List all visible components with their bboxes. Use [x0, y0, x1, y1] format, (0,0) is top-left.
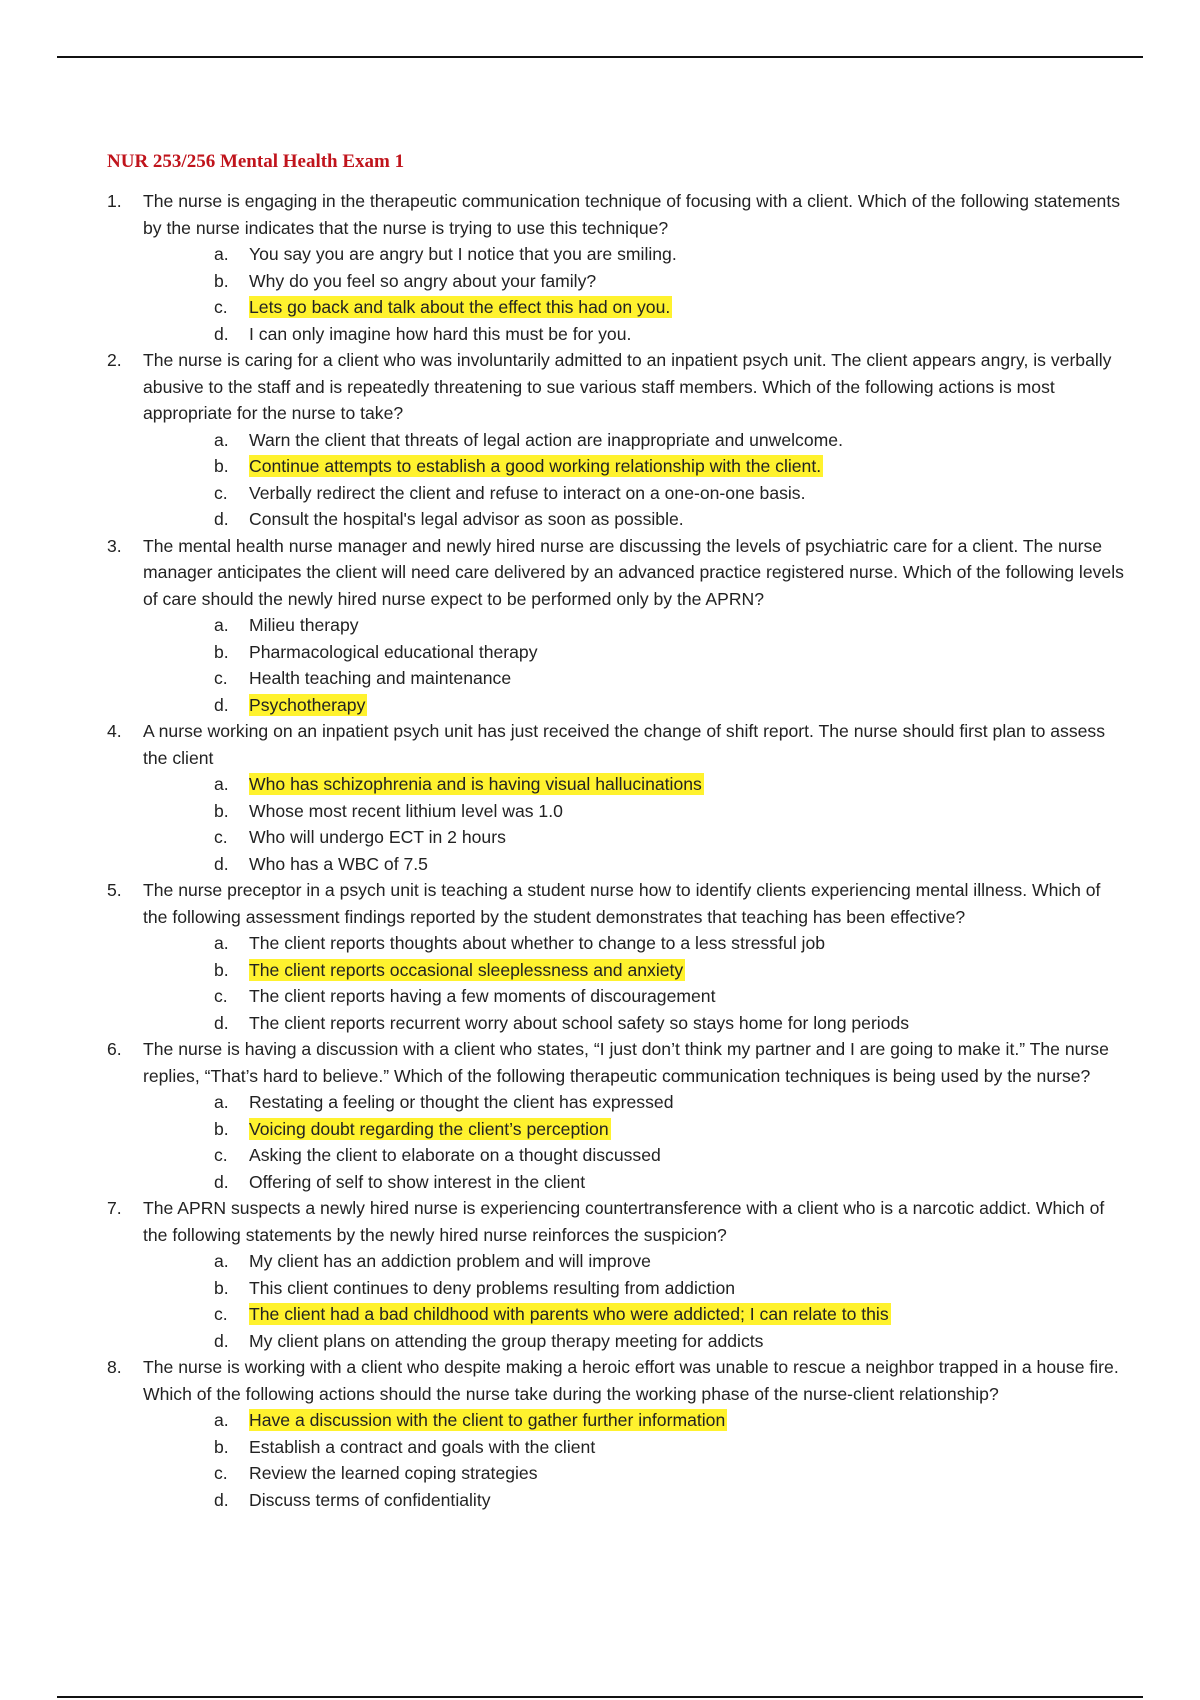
- option-text: Discuss terms of confidentiality: [249, 1489, 491, 1510]
- answer-option-b: [143, 957, 1127, 984]
- option-text: Health teaching and maintenance: [249, 668, 512, 688]
- option-text: Restating a feeling or thought the client has expressed: [249, 1092, 674, 1112]
- question-text: The nurse is caring for a client who was involuntarily admitted to an inpatient psych unit. The client appears angry, is verbally abusive to the staff and is repeatedly threatening to sue various staff members. Which of the following actions is most appropriate for the nurse to take?: [143, 350, 1112, 423]
- option-letter: b.: [214, 641, 229, 662]
- option-text: Establish a contract and goals with the client: [249, 1436, 596, 1457]
- answer-option-a: [143, 930, 1127, 957]
- option-text: Who will undergo ECT in 2 hours: [249, 827, 506, 847]
- option-letter: b.: [214, 456, 229, 476]
- answer-option-c: [143, 480, 1127, 507]
- answer-option-a: [143, 612, 1127, 639]
- answer-option-b: [143, 1116, 1127, 1143]
- question-number: 1.: [107, 191, 122, 211]
- answer-option-a: [143, 1407, 1127, 1434]
- answer-option-c: [143, 1301, 1127, 1328]
- option-letter: c.: [214, 827, 228, 847]
- answer-option-d: [143, 1169, 1127, 1196]
- option-text: Asking the client to elaborate on a thought discussed: [249, 1145, 661, 1165]
- highlighted-answer-text: Who has schizophrenia and is having visual hallucinations: [249, 774, 702, 794]
- option-text: Who has a WBC of 7.5: [249, 853, 428, 874]
- highlighted-answer-text: Voicing doubt regarding the client’s perception: [249, 1118, 609, 1139]
- question-text: The nurse is having a discussion with a client who states, “I just don’t think my partner and I are going to make it.” The nurse replies, “That’s hard to believe.” Which of the following therapeutic communication techniques is being used by the nurse?: [143, 1039, 1109, 1086]
- option-letter: c.: [214, 482, 228, 503]
- bottom-rule: [57, 1696, 1143, 1698]
- answer-option-c: [143, 294, 1127, 321]
- option-text: Why do you feel so angry about your family?: [249, 270, 597, 291]
- question-7: [107, 1195, 1127, 1354]
- answer-option-b: [143, 1275, 1127, 1302]
- question-1: [107, 188, 1127, 347]
- answer-options: [143, 241, 1127, 347]
- option-letter: b.: [214, 1118, 229, 1139]
- highlighted-answer-text: Lets go back and talk about the effect this had on you.: [249, 297, 671, 317]
- option-letter: a.: [214, 429, 229, 450]
- option-letter: c.: [214, 986, 228, 1006]
- option-letter: a.: [214, 933, 229, 953]
- answer-options: [143, 1407, 1127, 1513]
- answer-option-d: [143, 321, 1127, 348]
- answer-options: [143, 1089, 1127, 1195]
- question-number: 2.: [107, 350, 122, 370]
- highlighted-answer-text: Have a discussion with the client to gather further information: [249, 1410, 726, 1430]
- answer-option-c: [143, 983, 1127, 1010]
- option-letter: a.: [214, 1410, 229, 1430]
- question-number: 5.: [107, 880, 122, 900]
- option-letter: a.: [214, 244, 229, 264]
- question-number: 7.: [107, 1198, 122, 1218]
- option-letter: b.: [214, 800, 229, 821]
- option-letter: b.: [214, 959, 229, 980]
- option-letter: a.: [214, 615, 229, 635]
- question-5: [107, 877, 1127, 1036]
- option-letter: d.: [214, 509, 229, 529]
- question-number: 4.: [107, 721, 122, 741]
- question-list: [107, 188, 1127, 1513]
- highlighted-answer-text: Psychotherapy: [249, 694, 366, 715]
- answer-options: [143, 612, 1127, 718]
- option-text: I can only imagine how hard this must be for you.: [249, 323, 632, 344]
- highlighted-answer-text: The client reports occasional sleeplessness and anxiety: [249, 959, 684, 980]
- answer-option-d: [143, 851, 1127, 878]
- option-letter: d.: [214, 1171, 229, 1192]
- option-letter: c.: [214, 1463, 228, 1483]
- option-text: The client reports having a few moments of discouragement: [249, 986, 716, 1006]
- answer-option-a: [143, 1248, 1127, 1275]
- option-text: The client reports recurrent worry about school safety so stays home for long periods: [249, 1012, 910, 1033]
- option-letter: d.: [214, 694, 229, 715]
- question-6: [107, 1036, 1127, 1195]
- answer-option-a: [143, 1089, 1127, 1116]
- option-letter: d.: [214, 1489, 229, 1510]
- option-text: Review the learned coping strategies: [249, 1463, 538, 1483]
- option-letter: c.: [214, 1145, 228, 1165]
- option-text: My client has an addiction problem and will improve: [249, 1251, 651, 1271]
- option-letter: d.: [214, 323, 229, 344]
- question-4: [107, 718, 1127, 877]
- option-letter: d.: [214, 1330, 229, 1351]
- answer-options: [143, 1248, 1127, 1354]
- question-text: The APRN suspects a newly hired nurse is experiencing countertransference with a client who is a narcotic addict. Which of the following statements by the newly hired nurse reinforces the suspicion?: [143, 1198, 1105, 1245]
- answer-option-c: [143, 824, 1127, 851]
- question-text: The nurse is working with a client who despite making a heroic effort was unable to rescue a neighbor trapped in a house fire. Which of the following actions should the nurse take during the working phase of the nurse-client relationship?: [143, 1357, 1119, 1404]
- answer-option-d: [143, 692, 1127, 719]
- highlighted-answer-text: The client had a bad childhood with parents who were addicted; I can relate to this: [249, 1304, 889, 1324]
- question-number: 8.: [107, 1357, 122, 1377]
- answer-option-d: [143, 1328, 1127, 1355]
- option-text: Milieu therapy: [249, 615, 359, 635]
- answer-option-b: [143, 268, 1127, 295]
- option-text: The client reports thoughts about whether to change to a less stressful job: [249, 933, 826, 953]
- option-letter: c.: [214, 668, 228, 688]
- highlighted-answer-text: Continue attempts to establish a good working relationship with the client.: [249, 456, 822, 476]
- question-3: [107, 533, 1127, 719]
- answer-option-d: [143, 1487, 1127, 1514]
- question-text: The nurse is engaging in the therapeutic communication technique of focusing with a client. Which of the following statements by the nurse indicates that the nurse is trying to use this technique?: [143, 191, 1121, 238]
- answer-option-c: [143, 1460, 1127, 1487]
- answer-option-a: [143, 427, 1127, 454]
- option-letter: d.: [214, 853, 229, 874]
- answer-option-b: [143, 453, 1127, 480]
- option-text: You say you are angry but I notice that you are smiling.: [249, 244, 677, 264]
- question-2: [107, 347, 1127, 533]
- top-rule: [57, 56, 1143, 58]
- question-text: A nurse working on an inpatient psych unit has just received the change of shift report. The nurse should first plan to assess the client: [143, 721, 1106, 768]
- option-text: Verbally redirect the client and refuse to interact on a one-on-one basis.: [249, 482, 806, 503]
- option-text: Pharmacological educational therapy: [249, 641, 538, 662]
- answer-option-c: [143, 1142, 1127, 1169]
- option-letter: b.: [214, 1277, 229, 1298]
- option-text: Whose most recent lithium level was 1.0: [249, 800, 563, 821]
- answer-options: [143, 771, 1127, 877]
- option-text: Warn the client that threats of legal action are inappropriate and unwelcome.: [249, 429, 843, 450]
- option-letter: b.: [214, 270, 229, 291]
- question-8: [107, 1354, 1127, 1513]
- question-text: The mental health nurse manager and newly hired nurse are discussing the levels of psychiatric care for a client. The nurse manager anticipates the client will need care delivered by an advanced practice registered nurse. Which of the following levels of care should the newly hired nurse expect to be performed only by the APRN?: [143, 535, 1124, 609]
- option-text: This client continues to deny problems resulting from addiction: [249, 1277, 736, 1298]
- question-number: 3.: [107, 535, 122, 556]
- option-letter: a.: [214, 774, 229, 794]
- answer-option-b: [143, 798, 1127, 825]
- answer-option-d: [143, 506, 1127, 533]
- answer-option-d: [143, 1010, 1127, 1037]
- answer-option-c: [143, 665, 1127, 692]
- answer-options: [143, 930, 1127, 1036]
- answer-option-b: [143, 639, 1127, 666]
- option-text: Offering of self to show interest in the client: [249, 1171, 586, 1192]
- option-letter: c.: [214, 1304, 228, 1324]
- option-letter: b.: [214, 1436, 229, 1457]
- option-letter: c.: [214, 297, 228, 317]
- answer-option-a: [143, 241, 1127, 268]
- option-text: Consult the hospital's legal advisor as soon as possible.: [249, 509, 684, 529]
- question-number: 6.: [107, 1039, 122, 1059]
- option-text: My client plans on attending the group therapy meeting for addicts: [249, 1330, 764, 1351]
- option-letter: a.: [214, 1092, 229, 1112]
- answer-option-a: [143, 771, 1127, 798]
- option-letter: d.: [214, 1012, 229, 1033]
- question-text: The nurse preceptor in a psych unit is teaching a student nurse how to identify clients experiencing mental illness. Which of the following assessment findings reported by the student demonstrates that teaching has been effective?: [143, 880, 1101, 927]
- option-letter: a.: [214, 1251, 229, 1271]
- document-title: NUR 253/256 Mental Health Exam 1: [107, 151, 405, 172]
- answer-option-b: [143, 1434, 1127, 1461]
- answer-options: [143, 427, 1127, 533]
